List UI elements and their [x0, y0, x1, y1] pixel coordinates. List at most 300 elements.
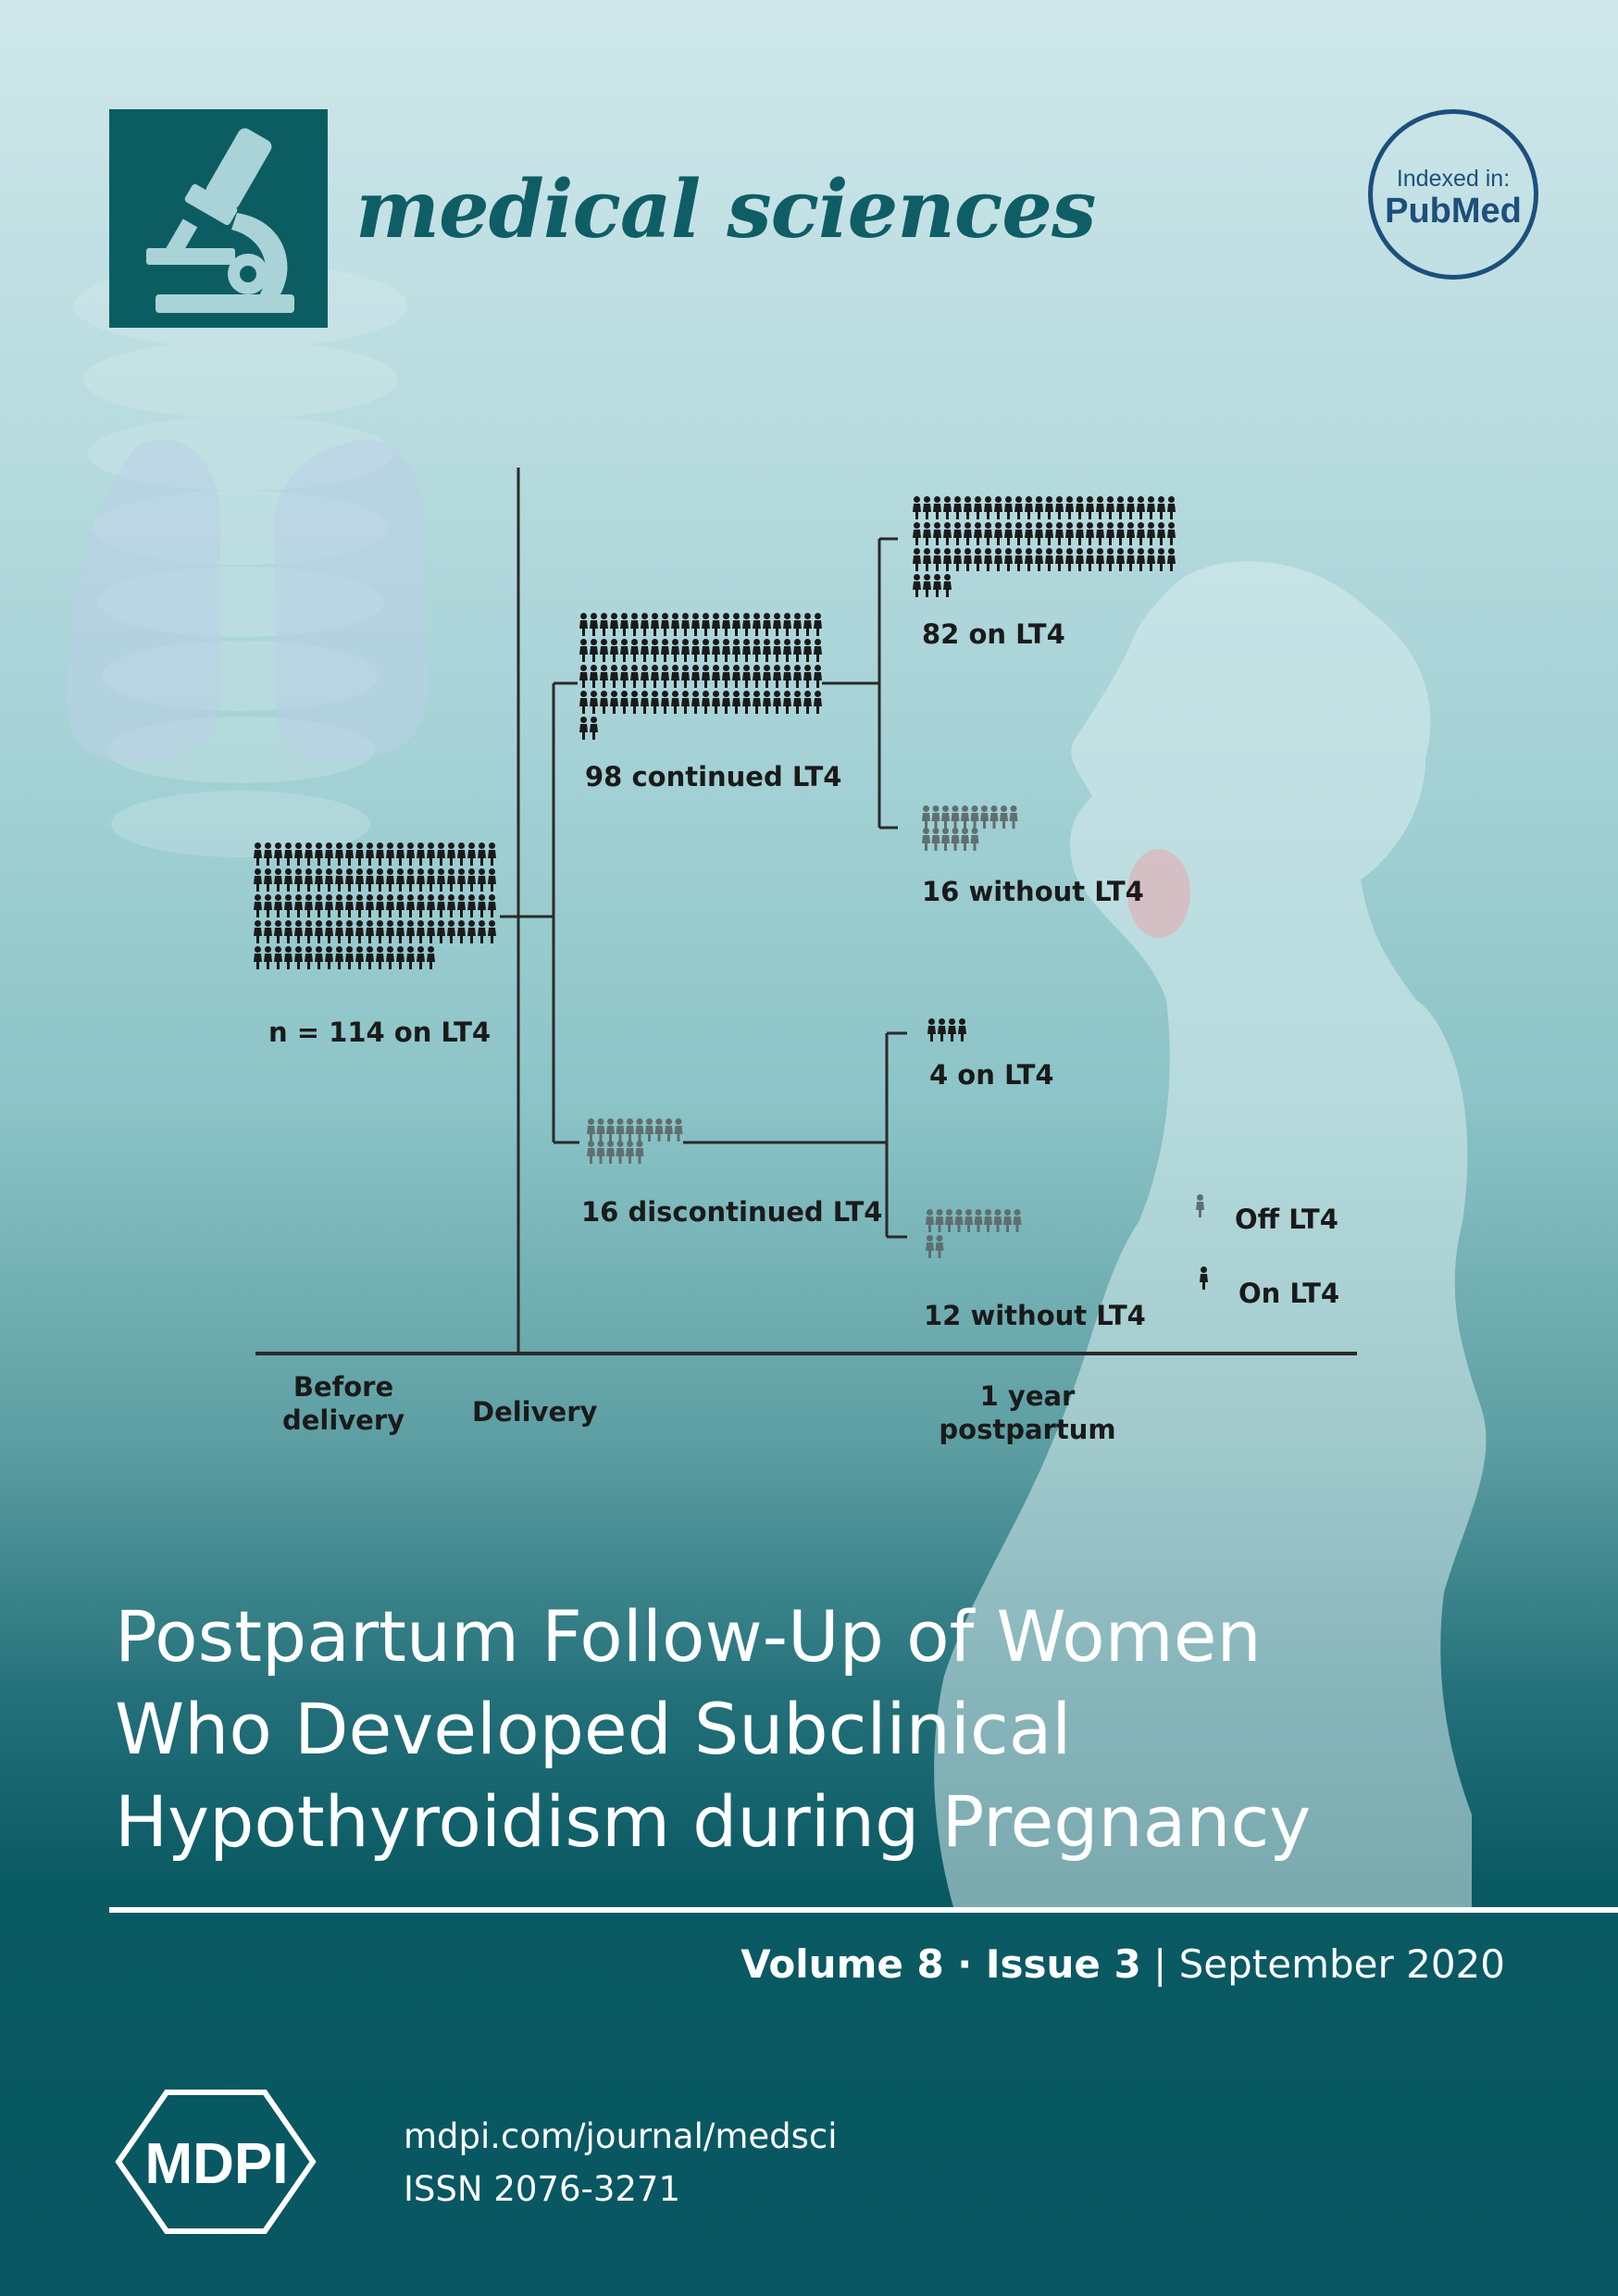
discontinued-figures-figure	[616, 1141, 625, 1164]
continued-figures-figure	[742, 691, 751, 714]
issue-label: Issue 3	[985, 1941, 1141, 1987]
journal-website[interactable]: mdpi.com/journal/medsci	[404, 2116, 838, 2156]
article-title-line-2: Who Developed Subclinical	[115, 1688, 1072, 1770]
cont-on-figures-figure	[1137, 548, 1145, 571]
cont-on-figures-figure	[1106, 496, 1114, 519]
cont-on-figures-figure	[1076, 496, 1084, 519]
continued-figures-figure	[630, 691, 639, 714]
cont-on-figures-figure	[1004, 548, 1013, 571]
continued-figures-figure	[620, 613, 629, 636]
discontinued-figures-figure	[655, 1118, 664, 1142]
cont-on-figures-figure	[1065, 548, 1074, 571]
pubmed-indexed-label: Indexed in:	[1396, 166, 1511, 192]
start-figures-figure	[264, 868, 272, 892]
continued-figures-figure	[661, 691, 669, 714]
cont-on-figures-figure	[953, 496, 962, 519]
start-figures-figure	[467, 920, 476, 943]
continued-figures-figure	[803, 665, 812, 688]
start-figures-figure	[325, 868, 333, 892]
start-figures-figure	[294, 894, 303, 917]
discontinued-figures-figure	[626, 1141, 634, 1164]
start-figures-figure	[488, 868, 496, 892]
cont-on-figures-figure	[1065, 496, 1074, 519]
cont-without-figures-figure	[952, 805, 960, 829]
start-figures-figure	[274, 946, 282, 969]
start-figures-figure	[264, 920, 272, 943]
disc-without-label: 12 without LT4	[924, 1300, 1146, 1331]
continued-figures-figure	[763, 665, 771, 688]
continued-label: 98 continued LT4	[585, 761, 842, 792]
continued-figures-figure	[590, 691, 598, 714]
timeline-before-line2: delivery	[281, 1404, 405, 1436]
legend-on-icon	[1200, 1267, 1208, 1290]
cont-on-figures-figure	[1167, 522, 1176, 545]
cont-without-figures-figure	[961, 828, 969, 851]
start-figures-figure	[355, 894, 364, 917]
cont-on-figures-figure	[1116, 496, 1125, 519]
continued-figures-figure	[610, 665, 618, 688]
legend-off-icon-figure	[1196, 1194, 1204, 1217]
start-figures-figure	[284, 920, 292, 943]
continued-figures-figure	[600, 613, 608, 636]
continued-figures-figure	[732, 691, 741, 714]
continued-figures-figure	[651, 665, 659, 688]
discontinued-figures-figure	[645, 1118, 653, 1142]
cont-on-figures-figure	[1116, 548, 1125, 571]
start-figures-figure	[325, 842, 333, 866]
continued-figures-figure	[722, 613, 730, 636]
discontinued-figures-figure	[675, 1118, 683, 1142]
cont-on-figures-figure	[1096, 496, 1104, 519]
continued-figures-figure	[803, 639, 812, 662]
continued-figures-figure	[681, 665, 690, 688]
discontinued-figures-figure	[606, 1118, 615, 1142]
start-figures-figure	[335, 946, 343, 969]
issue-line	[741, 1941, 1505, 1987]
cont-on-figures-figure	[1096, 548, 1104, 571]
start-figures-figure	[254, 868, 262, 892]
continued-figures-figure	[590, 613, 598, 636]
cont-on-figures-figure	[1086, 496, 1094, 519]
continued-figures-figure	[630, 613, 639, 636]
continued-figures-figure	[773, 665, 781, 688]
cont-on-figures-figure	[1147, 548, 1155, 571]
continued-figures-figure	[651, 639, 659, 662]
disc-on-figures-figure	[948, 1018, 956, 1042]
article-title	[115, 1591, 1559, 1868]
cont-on-figures-figure	[1086, 548, 1094, 571]
start-figures-figure	[417, 868, 425, 892]
start-figures-figure	[315, 920, 323, 943]
continued-figures-figure	[814, 639, 822, 662]
start-figures-figure	[376, 842, 384, 866]
start-figures-figure	[305, 946, 313, 969]
continued-figures-figure	[753, 639, 761, 662]
cont-on-figures-figure	[974, 522, 982, 545]
continued-figures-figure	[814, 691, 822, 714]
issn: ISSN 2076-3271	[404, 2169, 680, 2209]
continued-figures-figure	[671, 691, 679, 714]
start-figures-figure	[284, 842, 292, 866]
start-figures-figure	[396, 894, 404, 917]
start-figures-figure	[366, 894, 374, 917]
disc-without-figures-figure	[936, 1235, 944, 1258]
cont-on-figures-figure	[923, 548, 931, 571]
start-figures-figure	[406, 894, 415, 917]
start-figures-figure	[264, 894, 272, 917]
continued-figures-figure	[742, 613, 751, 636]
cont-on-figures	[913, 496, 1176, 597]
cont-on-figures-figure	[1055, 548, 1064, 571]
cont-without-figures-figure	[932, 828, 940, 851]
start-figures-figure	[386, 894, 394, 917]
start-figures-figure	[274, 868, 282, 892]
continued-figures-figure	[783, 665, 791, 688]
start-figures-figure	[417, 946, 425, 969]
disc-without-figures-figure	[936, 1209, 944, 1232]
start-figures-figure	[315, 842, 323, 866]
start-figures-figure	[437, 920, 445, 943]
start-figures-figure	[305, 894, 313, 917]
continued-figures-figure	[691, 613, 700, 636]
cont-on-label: 82 on LT4	[922, 618, 1065, 650]
start-figures-figure	[345, 868, 354, 892]
cont-on-figures-figure	[923, 574, 931, 597]
disc-without-figures-figure	[926, 1235, 934, 1258]
continued-figures-figure	[753, 665, 761, 688]
start-figures-figure	[366, 842, 374, 866]
cont-on-figures-figure	[1025, 496, 1033, 519]
cont-on-figures-figure	[953, 522, 962, 545]
continued-figures-figure	[600, 691, 608, 714]
cont-on-figures-figure	[953, 548, 962, 571]
start-figures-figure	[335, 842, 343, 866]
start-figures-figure	[254, 946, 262, 969]
continued-figures-figure	[783, 613, 791, 636]
start-figures-figure	[294, 946, 303, 969]
start-figures-figure	[478, 868, 486, 892]
cont-on-figures-figure	[994, 548, 1002, 571]
cont-on-figures-figure	[1106, 548, 1114, 571]
start-figures-figure	[325, 920, 333, 943]
start-label: n = 114 on LT4	[268, 1017, 492, 1048]
start-figures-figure	[386, 920, 394, 943]
issue-bar: |	[1140, 1941, 1179, 1987]
continued-figures-figure	[691, 691, 700, 714]
continued-figures-figure	[691, 639, 700, 662]
cont-without-figures-figure	[1000, 805, 1008, 829]
continued-figures-figure	[600, 639, 608, 662]
start-figures-figure	[447, 842, 455, 866]
disc-on-figures-figure	[958, 1018, 966, 1042]
cont-on-figures-figure	[1126, 522, 1135, 545]
start-figures-figure	[437, 868, 445, 892]
continued-figures-figure	[773, 613, 781, 636]
start-figures-figure	[447, 868, 455, 892]
continued-figures-figure	[641, 613, 649, 636]
start-figures-figure	[355, 868, 364, 892]
continued-figures-figure	[590, 639, 598, 662]
start-figures-figure	[284, 868, 292, 892]
start-figures-figure	[478, 920, 486, 943]
start-figures-figure	[447, 920, 455, 943]
continued-figures-figure	[630, 639, 639, 662]
start-figures-figure	[366, 920, 374, 943]
continued-figures-figure	[620, 639, 629, 662]
continued-figures-figure	[732, 665, 741, 688]
start-figures-figure	[355, 946, 364, 969]
disc-without-figures-figure	[926, 1209, 934, 1232]
continued-figures-figure	[671, 613, 679, 636]
start-figures-figure	[305, 868, 313, 892]
start-figures-figure	[325, 946, 333, 969]
discontinued-figures	[587, 1118, 683, 1164]
continued-figures-figure	[579, 691, 588, 714]
mdpi-logo-text: MDPI	[144, 2132, 289, 2196]
start-figures-figure	[366, 946, 374, 969]
journal-title: medical sciences	[355, 163, 1096, 256]
start-figures-figure	[488, 920, 496, 943]
cont-on-figures-figure	[964, 522, 972, 545]
start-figures-figure	[457, 868, 466, 892]
cont-without-figures-figure	[922, 828, 930, 851]
continued-figures-figure	[661, 639, 669, 662]
continued-figures-figure	[722, 665, 730, 688]
continued-figures-figure	[681, 613, 690, 636]
continued-figures-figure	[681, 639, 690, 662]
issue-separator: ·	[943, 1941, 986, 1987]
disc-without-figures-figure	[945, 1209, 953, 1232]
legend-off-label: Off LT4	[1235, 1204, 1338, 1235]
start-figures-figure	[325, 894, 333, 917]
cont-on-figures-figure	[964, 548, 972, 571]
continued-figures-figure	[641, 691, 649, 714]
continued-figures-figure	[590, 717, 598, 740]
cont-on-figures-figure	[1004, 496, 1013, 519]
disc-without-figures-figure	[975, 1209, 983, 1232]
start-figures-figure	[457, 842, 466, 866]
start-figures-figure	[406, 842, 415, 866]
continued-figures-figure	[630, 665, 639, 688]
start-figures-figure	[488, 842, 496, 866]
article-title-line-3: Hypothyroidism during Pregnancy	[115, 1780, 1312, 1863]
start-figures-figure	[427, 842, 435, 866]
cont-on-figures-figure	[933, 548, 941, 571]
cont-on-figures-figure	[1035, 496, 1043, 519]
continued-figures-figure	[691, 665, 700, 688]
continued-figures-figure	[712, 613, 720, 636]
disc-without-figures	[926, 1209, 1022, 1258]
start-figures	[254, 842, 496, 969]
cont-on-figures-figure	[933, 522, 941, 545]
cont-on-figures-figure	[923, 496, 931, 519]
continued-figures-figure	[702, 613, 710, 636]
continued-figures-figure	[702, 639, 710, 662]
continued-figures-figure	[610, 691, 618, 714]
cont-without-figures-figure	[941, 805, 950, 829]
continued-figures-figure	[671, 639, 679, 662]
continued-figures-figure	[702, 691, 710, 714]
start-figures-figure	[284, 946, 292, 969]
start-figures-figure	[264, 946, 272, 969]
cont-without-figures-figure	[932, 805, 940, 829]
divider-rule	[109, 1907, 1618, 1913]
cont-on-figures-figure	[1025, 522, 1033, 545]
discontinued-figures-figure	[587, 1118, 595, 1142]
start-figures-figure	[417, 842, 425, 866]
continued-figures-figure	[661, 613, 669, 636]
continued-figures-figure	[661, 665, 669, 688]
cont-on-figures-figure	[1137, 496, 1145, 519]
continued-figures-figure	[681, 691, 690, 714]
start-figures-figure	[376, 868, 384, 892]
cont-on-figures-figure	[1147, 496, 1155, 519]
cont-without-figures-figure	[961, 805, 969, 829]
start-figures-figure	[488, 894, 496, 917]
cont-on-figures-figure	[1035, 522, 1043, 545]
continued-figures-figure	[803, 613, 812, 636]
continued-figures-figure	[712, 639, 720, 662]
cont-on-figures-figure	[964, 496, 972, 519]
start-figures-figure	[366, 868, 374, 892]
disc-without-figures-figure	[955, 1209, 964, 1232]
start-figures-figure	[406, 868, 415, 892]
start-figures-figure	[264, 842, 272, 866]
cont-on-figures-figure	[943, 574, 952, 597]
disc-without-figures-figure	[965, 1209, 973, 1232]
continued-figures-figure	[600, 665, 608, 688]
start-figures-figure	[427, 868, 435, 892]
start-figures-figure	[417, 920, 425, 943]
cont-on-figures-figure	[1137, 522, 1145, 545]
cont-without-figures-figure	[990, 805, 999, 829]
continued-figures-figure	[702, 665, 710, 688]
cont-on-figures-figure	[1106, 522, 1114, 545]
cont-on-figures-figure	[923, 522, 931, 545]
cont-on-figures-figure	[1045, 548, 1053, 571]
start-figures-figure	[274, 842, 282, 866]
start-figures-figure	[294, 868, 303, 892]
cont-without-figures-figure	[980, 805, 989, 829]
start-figures-figure	[294, 920, 303, 943]
continued-figures-figure	[732, 639, 741, 662]
cont-on-figures-figure	[1116, 522, 1125, 545]
legend-on-label: On LT4	[1238, 1278, 1340, 1309]
start-figures-figure	[335, 920, 343, 943]
volume-label: Volume 8	[741, 1941, 944, 1987]
start-figures-figure	[355, 920, 364, 943]
cont-without-figures-figure	[941, 828, 950, 851]
continued-figures-figure	[579, 613, 588, 636]
start-figures-figure	[315, 868, 323, 892]
start-figures-figure	[386, 868, 394, 892]
start-figures-figure	[437, 842, 445, 866]
continued-figures-figure	[651, 613, 659, 636]
disc-on-figures-figure	[927, 1018, 936, 1042]
continued-figures-figure	[651, 691, 659, 714]
start-figures-figure	[447, 894, 455, 917]
start-figures-figure	[457, 894, 466, 917]
continued-figures-figure	[763, 613, 771, 636]
continued-figures-figure	[579, 665, 588, 688]
continued-figures-figure	[641, 665, 649, 688]
timeline-delivery-label: Delivery	[472, 1396, 598, 1428]
cont-on-figures-figure	[1086, 522, 1094, 545]
continued-figures-figure	[793, 665, 802, 688]
start-figures-figure	[254, 842, 262, 866]
discontinued-figures-figure	[665, 1118, 673, 1142]
continued-figures-figure	[763, 639, 771, 662]
start-figures-figure	[478, 842, 486, 866]
disc-without-figures-figure	[1003, 1209, 1012, 1232]
mdpi-logo	[107, 2085, 341, 2239]
cont-on-figures-figure	[943, 522, 952, 545]
continued-figures	[579, 613, 822, 740]
start-figures-figure	[345, 920, 354, 943]
issue-date: September 2020	[1178, 1941, 1505, 1987]
timeline-before-label	[274, 1370, 413, 1437]
cont-on-figures-figure	[1096, 522, 1104, 545]
start-figures-figure	[254, 920, 262, 943]
start-figures-figure	[335, 868, 343, 892]
start-figures-figure	[467, 868, 476, 892]
start-figures-figure	[396, 868, 404, 892]
cont-without-figures-figure	[952, 828, 960, 851]
cont-on-figures-figure	[974, 548, 982, 571]
cont-on-figures-figure	[1014, 548, 1023, 571]
cont-without-figures-figure	[971, 828, 979, 851]
cont-without-figures-figure	[922, 805, 930, 829]
disc-on-figures	[927, 1018, 966, 1042]
cont-on-figures-figure	[984, 548, 992, 571]
disc-without-figures-figure	[984, 1209, 992, 1232]
cont-on-figures-figure	[943, 496, 952, 519]
start-figures-figure	[396, 946, 404, 969]
pubmed-name: PubMed	[1385, 192, 1522, 231]
continued-figures-figure	[742, 665, 751, 688]
start-figures-figure	[467, 842, 476, 866]
cont-on-figures-figure	[1076, 548, 1084, 571]
continued-figures-figure	[620, 691, 629, 714]
cont-on-figures-figure	[1157, 548, 1165, 571]
timeline-postpartum-line1: 1 year	[979, 1380, 1076, 1412]
start-figures-figure	[406, 920, 415, 943]
discontinued-figures-figure	[616, 1118, 625, 1142]
cont-on-figures-figure	[994, 522, 1002, 545]
article-title-line-1: Postpartum Follow-Up of Women	[115, 1595, 1262, 1678]
continued-figures-figure	[579, 639, 588, 662]
cont-without-figures	[922, 805, 1018, 851]
continued-figures-figure	[610, 639, 618, 662]
cont-on-figures-figure	[1147, 522, 1155, 545]
start-figures-figure	[437, 894, 445, 917]
cont-on-figures-figure	[1055, 496, 1064, 519]
discontinued-figures-figure	[636, 1141, 644, 1164]
continued-figures-figure	[753, 613, 761, 636]
start-figures-figure	[355, 842, 364, 866]
start-figures-figure	[315, 946, 323, 969]
cont-on-figures-figure	[1157, 522, 1165, 545]
start-figures-figure	[274, 920, 282, 943]
cont-on-figures-figure	[1167, 548, 1176, 571]
continued-figures-figure	[671, 665, 679, 688]
start-figures-figure	[274, 894, 282, 917]
continued-figures-figure	[773, 691, 781, 714]
continued-figures-figure	[793, 691, 802, 714]
start-figures-figure	[345, 842, 354, 866]
start-figures-figure	[335, 894, 343, 917]
continued-figures-figure	[783, 691, 791, 714]
